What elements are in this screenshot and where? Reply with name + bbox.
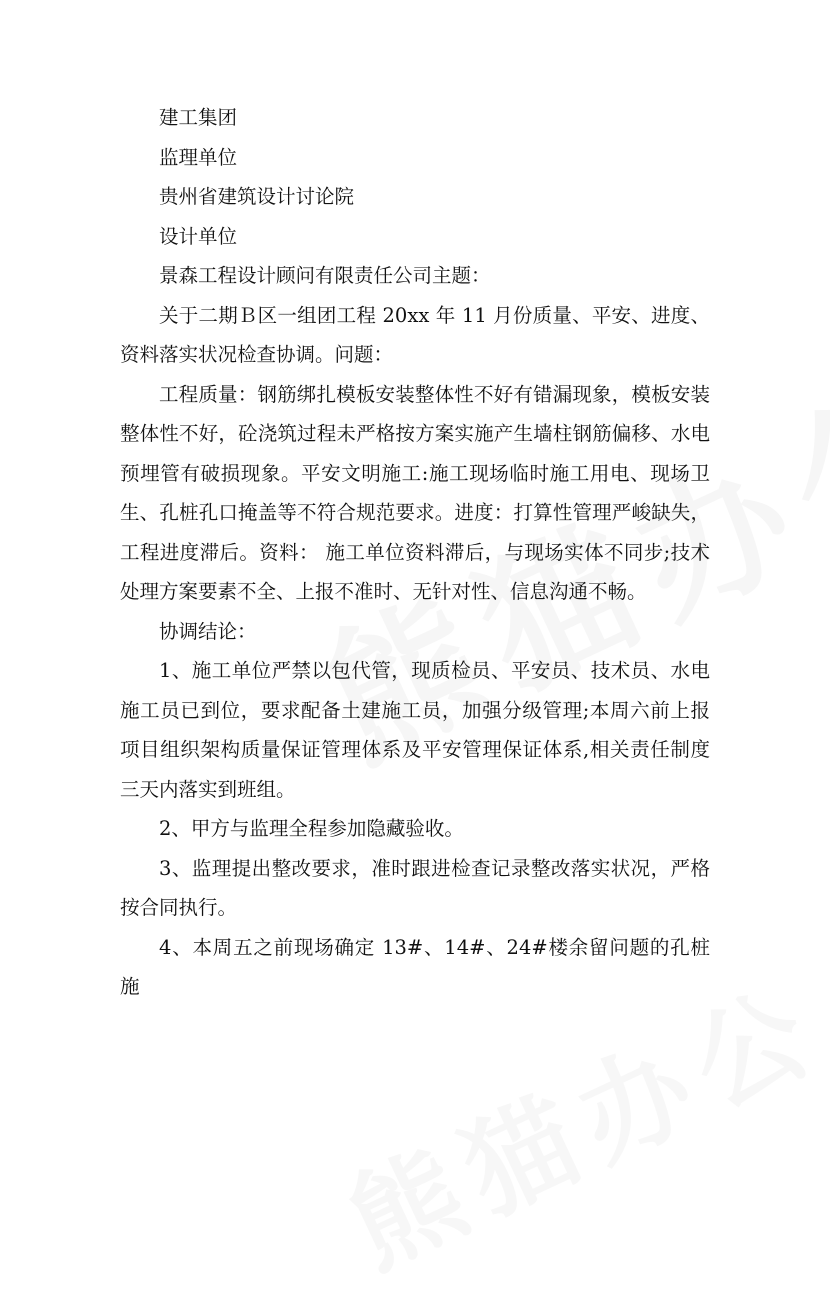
- paragraph-conclusion-1: 1、施工单位严禁以包代管，现质检员、平安员、技术员、水电施工员已到位，要求配备土建施工员，加强分级管理;本周六前上报项目组织架构质量保证管理体系及平安管理保证体系,相关责任制度三天内落实到班组。: [120, 659, 710, 801]
- paragraph-conclusion-heading: 协调结论：: [159, 619, 257, 643]
- paragraph-supervision-unit: 监理单位: [159, 145, 238, 169]
- document-body: [120, 98, 710, 1007]
- paragraph-construction-group: 建工集团: [159, 106, 238, 129]
- paragraph-consulting-company-subject: 景森工程设计顾问有限责任公司主题：: [159, 264, 491, 287]
- paragraph-meeting-topic: 关于二期Ｂ区一组团工程 20xx 年 11 月份质量、平安、进度、资料落实状况检查协调。问题：: [120, 303, 710, 366]
- paragraph-design-unit: 设计单位: [159, 224, 238, 248]
- paragraph-design-institute: 贵州省建筑设计讨论院: [159, 185, 355, 208]
- paragraph-conclusion-4: 4、本周五之前现场确定 13#、14#、24#楼余留问题的孔桩施: [120, 935, 710, 998]
- paragraph-conclusion-3: 3、监理提出整改要求，准时跟进检查记录整改落实状况，严格按合同执行。: [120, 856, 710, 919]
- paragraph-conclusion-2: 2、甲方与监理全程参加隐藏验收。: [159, 817, 464, 840]
- paragraph-issues: 工程质量：钢筋绑扎模板安装整体性不好有错漏现象，模板安装整体性不好，砼浇筑过程未严格按方案实施产生墙柱钢筋偏移、水电预埋管有破损现象。平安文明施工:施工现场临时施工用电、现场卫生、孔桩孔口掩盖等不符合规范要求。进度：打算性管理严峻缺失，工程进度滞后。资料： 施工单位资料滞后，与现场实体不同步;技术处理方案要素不全、上报不准时、无针对性、信息沟通不畅。: [120, 382, 710, 603]
